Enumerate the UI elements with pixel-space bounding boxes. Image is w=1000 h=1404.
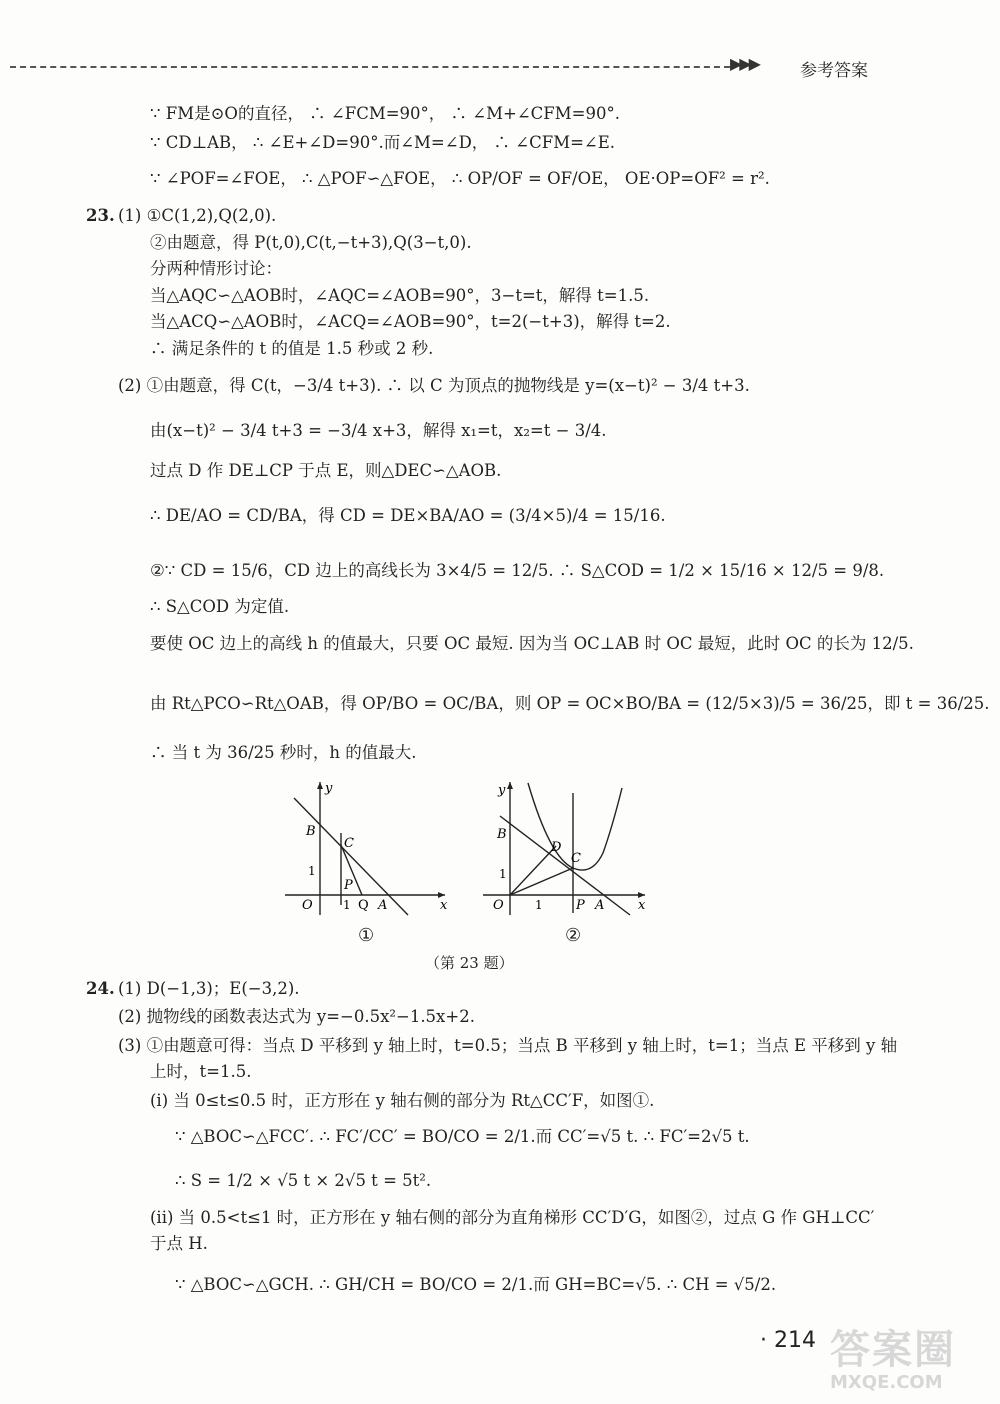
header-rule	[10, 66, 730, 68]
graph-label: C	[344, 836, 354, 851]
graph-label: x	[638, 898, 646, 913]
q23-line: 当△ACQ∽△AOB时，∠ACQ=∠AOB=90°，t=2(−t+3)，解得 t=2.	[150, 312, 671, 331]
line-oc	[510, 868, 573, 895]
figure-caption: （第 23 题）	[425, 954, 514, 972]
q24-part1: (1) D(−1,3)；E(−3,2).	[118, 979, 300, 998]
graph-label: O	[302, 898, 313, 913]
graph-label: P	[344, 878, 353, 893]
graph-label: 1	[308, 864, 316, 878]
q23-line: 过点 D 作 DE⊥CP 于点 E，则△DEC∽△AOB.	[150, 461, 502, 480]
page-number: · 214	[760, 1328, 816, 1353]
q23-line: ∴ 当 t 为 36/25 秒时，h 的值最大.	[150, 743, 417, 762]
q24-line: ∴ S = 1/2 × √5 t × 2√5 t = 5t².	[175, 1171, 432, 1190]
q23-line: 当△AQC∽△AOB时，∠AQC=∠AOB=90°，3−t=t，解得 t=1.5.	[150, 286, 650, 305]
q24-part2: (2) 抛物线的函数表达式为 y=−0.5x²−1.5x+2.	[118, 1007, 475, 1026]
q24-line: ∵ △BOC∽△FCC′. ∴ FC′/CC′ = BO/CO = 2/1.而 CC′=√5 t. ∴ FC′=2√5 t.	[175, 1127, 750, 1146]
graph-label: B	[306, 824, 316, 839]
graph-label: A	[378, 898, 388, 913]
figure-23-graph-1	[280, 778, 455, 918]
q23-line: ∴ S△COD 为定值.	[150, 597, 290, 616]
line-od	[510, 846, 556, 895]
q24-line: 上时，t=1.5.	[150, 1062, 252, 1081]
proof-line-1: ∵ FM是⊙O的直径， ∴ ∠FCM=90°， ∴ ∠M+∠CFM=90°.	[150, 104, 620, 123]
q24-line: (i) 当 0≤t≤0.5 时，正方形在 y 轴右侧的部分为 Rt△CC′F，如图①.	[150, 1091, 655, 1110]
q23-line: 要使 OC 边上的高线 h 的值最大，只要 OC 最短. 因为当 OC⊥AB 时 OC 最短，此时 OC 的长为 12/5.	[150, 634, 914, 653]
q24-part3: (3) ①由题意可得：当点 D 平移到 y 轴上时，t=0.5；当点 B 平移到 y 轴上时，t=1；当点 E 平移到 y 轴	[118, 1036, 898, 1055]
question-23-number: 23.	[86, 206, 115, 225]
figure-23-graph-2	[480, 778, 650, 918]
q23-line: 分两种情形讨论：	[150, 259, 282, 278]
q23-line: ②∵ CD = 15/6，CD 边上的高线长为 3×4/5 = 12/5. ∴ S△COD = 1/2 × 15/16 × 12/5 = 9/8.	[150, 561, 885, 580]
q23-line: ∴ DE/AO = CD/BA，得 CD = DE×BA/AO = (3/4×5)/4 = 15/16.	[150, 506, 666, 525]
q23-part2: (2) ①由题意，得 C(t，−3/4 t+3). ∴ 以 C 为顶点的抛物线是 y=(x−t)² − 3/4 t+3.	[118, 376, 750, 395]
graph-label: P	[576, 898, 585, 913]
q23-line: 由(x−t)² − 3/4 t+3 = −3/4 x+3，解得 x₁=t，x₂=t − 3/4.	[150, 421, 607, 440]
graph-label: A	[595, 898, 605, 913]
header-title: 参考答案	[800, 61, 868, 81]
question-24-number: 24.	[86, 979, 115, 998]
q23-line: 由 Rt△PCO∽Rt△OAB，得 OP/BO = OC/BA，则 OP = OC×BO/BA = (12/5×3)/5 = 36/25，即 t = 36/25.	[150, 694, 990, 713]
graph-label: 1	[535, 898, 543, 912]
graph-label: B	[497, 827, 507, 842]
q23-part1: (1) ①C(1,2),Q(2,0).	[118, 206, 277, 225]
graph-label: C	[571, 851, 581, 866]
q24-line: (ii) 当 0.5<t≤1 时，正方形在 y 轴右侧的部分为直角梯形 CC′D′G，如图②，过点 G 作 GH⊥CC′	[150, 1208, 875, 1227]
graph-label: O	[493, 898, 504, 913]
q23-line: ∴ 满足条件的 t 的值是 1.5 秒或 2 秒.	[150, 339, 434, 358]
graph-label: D	[551, 840, 562, 855]
q23-line: ②由题意，得 P(t,0),C(t,−t+3),Q(3−t,0).	[150, 233, 472, 252]
graph-label: y	[325, 781, 333, 796]
graph-label: y	[498, 783, 506, 798]
watermark-url: MXQE.COM	[830, 1372, 943, 1393]
header-arrows: ▶▶▶	[730, 54, 758, 73]
q24-line: ∵ △BOC∽△GCH. ∴ GH/CH = BO/CO = 2/1.而 GH=BC=√5. ∴ CH = √5/2.	[175, 1275, 777, 1294]
graph-label: 1	[499, 867, 507, 881]
graph-label: 1	[343, 898, 351, 912]
figure-2-label: ②	[565, 925, 582, 946]
graph-label: x	[440, 898, 448, 913]
q24-line: 于点 H.	[150, 1234, 208, 1253]
proof-line-2: ∵ CD⊥AB， ∴ ∠E+∠D=90°.而∠M=∠D， ∴ ∠CFM=∠E.	[150, 133, 616, 152]
proof-line-3: ∵ ∠POF=∠FOE， ∴ △POF∽△FOE， ∴ OP/OF = OF/OE， OE·OP=OF² = r².	[150, 169, 770, 188]
figure-1-label: ①	[358, 925, 375, 946]
graph-label: Q	[358, 898, 369, 913]
watermark-logo: 答案圈	[830, 1327, 956, 1373]
